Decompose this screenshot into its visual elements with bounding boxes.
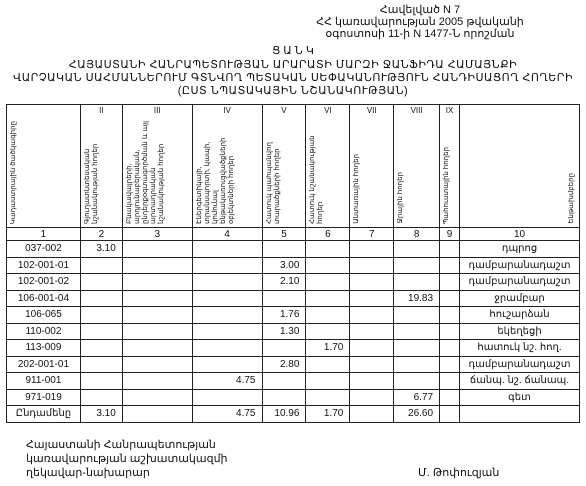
area-cell	[306, 290, 350, 307]
area-cell	[394, 323, 440, 340]
area-cell	[80, 274, 122, 291]
area-cell	[192, 307, 262, 324]
table-row	[7, 290, 580, 307]
area-cell	[394, 241, 440, 258]
area-cell	[192, 274, 262, 291]
cadastral-code-cell: 110-002	[7, 323, 81, 340]
area-cell	[192, 257, 262, 274]
annex-line-3: օգոստոսի 11-ի N 1477-Ն որոշման	[325, 28, 515, 40]
cadastral-code-cell: Ընդամենը	[7, 406, 81, 423]
roman-numeral-cell	[460, 105, 580, 116]
document-title-line-2: ՎԱՐՉԱԿԱՆ ՍԱՀՄԱՆՆԵՐՈՒՄ ԳՏՆՎՈՂ ՊԵՏԱԿԱՆ ՍԵՓԱԿԱՆՈՒԹՅՈՒՆ ՀԱՆԴԻՍԱՑՈՂ ՀՈՂԵՐԻ	[12, 72, 574, 84]
column-header-text: Պահուստային հողեր	[443, 146, 451, 224]
area-cell	[192, 323, 262, 340]
area-cell	[440, 290, 460, 307]
area-cell	[80, 257, 122, 274]
area-cell	[122, 373, 192, 390]
roman-numeral-cell: V	[262, 105, 306, 116]
area-cell: 26.60	[394, 406, 440, 423]
area-cell: 6.77	[394, 389, 440, 406]
column-header-cell	[394, 115, 440, 228]
area-cell: 10.96	[262, 406, 306, 423]
area-cell	[192, 389, 262, 406]
area-cell	[350, 389, 394, 406]
cadastral-code-cell: 102-001-02	[7, 274, 81, 291]
area-cell	[394, 356, 440, 373]
column-header-cell	[122, 115, 192, 228]
column-header-text: Բնակավայրերի, արդյունաբերական, ընդերքօգտագործման և այլ արտադրական նշանակության հողեր	[125, 120, 165, 224]
area-cell	[306, 307, 350, 324]
land-table	[6, 104, 580, 423]
area-cell: 3.00	[262, 257, 306, 274]
subgroup-name-cell	[460, 406, 580, 423]
column-number-row	[7, 228, 580, 241]
area-cell	[306, 274, 350, 291]
subgroup-name-cell: ճանպ. նշ. ճանապ.	[460, 373, 580, 390]
column-header-cell	[192, 115, 262, 228]
cadastral-code-cell: 971-019	[7, 389, 81, 406]
column-header-row	[7, 115, 580, 228]
area-cell: 19.83	[394, 290, 440, 307]
column-header-cell	[262, 115, 306, 228]
cadastral-code-cell: 106-065	[7, 307, 81, 324]
roman-numeral-cell: IV	[192, 105, 262, 116]
area-cell	[122, 257, 192, 274]
subgroup-name-cell: եկեղեցի	[460, 323, 580, 340]
roman-numeral-row	[7, 105, 580, 116]
column-number-cell: 2	[80, 228, 122, 241]
area-cell	[350, 373, 394, 390]
area-cell: 4.75	[192, 406, 262, 423]
area-cell	[306, 356, 350, 373]
area-cell	[122, 290, 192, 307]
area-cell	[350, 257, 394, 274]
cadastral-code-cell: 106-001-04	[7, 290, 81, 307]
area-cell	[80, 373, 122, 390]
area-cell	[394, 307, 440, 324]
table-row	[7, 274, 580, 291]
cadastral-code-cell: 113-009	[7, 340, 81, 357]
area-cell: 1.76	[262, 307, 306, 324]
area-cell	[122, 323, 192, 340]
roman-numeral-cell: III	[122, 105, 192, 116]
column-header-cell	[7, 115, 81, 228]
column-number-cell: 3	[122, 228, 192, 241]
area-cell	[80, 323, 122, 340]
column-header-text: Հատուկ նշանակության հողեր	[309, 135, 325, 224]
annex-block	[300, 4, 540, 40]
area-cell	[262, 373, 306, 390]
roman-numeral-cell: II	[80, 105, 122, 116]
table-row	[7, 257, 580, 274]
column-header-text: Էներգետիկայի, տրանսպորտի, կապի, կոմունալ ենթակառուցվածքների օբյեկտների հողեր	[195, 137, 235, 224]
document-title-line-1: ՀԱՅԱՍՏԱՆԻ ՀԱՆՐԱՊԵՏՈՒԹՅԱՆ ԱՐԱՐԱՏԻ ՄԱՐԶԻ ՋԱՆՖԻԴԱ ՀԱՄԱՅՆՔԻ	[68, 59, 518, 71]
area-cell	[440, 340, 460, 357]
area-cell	[192, 340, 262, 357]
area-cell	[440, 274, 460, 291]
area-cell	[80, 356, 122, 373]
area-cell	[122, 389, 192, 406]
area-cell	[306, 323, 350, 340]
area-cell	[440, 323, 460, 340]
area-cell	[394, 257, 440, 274]
column-number-cell: 5	[262, 228, 306, 241]
area-cell	[122, 356, 192, 373]
subgroup-name-cell: դամբարանադաշտ	[460, 257, 580, 274]
column-number-cell: 9	[440, 228, 460, 241]
column-header-cell	[306, 115, 350, 228]
area-cell	[440, 307, 460, 324]
area-cell: 3.10	[80, 406, 122, 423]
area-cell	[306, 373, 350, 390]
column-number-cell: 7	[350, 228, 394, 241]
area-cell	[440, 356, 460, 373]
subgroup-name-cell: դամբարանադաշտ	[460, 356, 580, 373]
roman-numeral-cell: IX	[440, 105, 460, 116]
subgroup-name-cell: ջրամբար	[460, 290, 580, 307]
area-cell	[350, 340, 394, 357]
area-cell	[122, 340, 192, 357]
annex-line-2: ՀՀ կառավարության 2005 թվականի	[316, 16, 524, 28]
area-cell	[192, 356, 262, 373]
column-header-text: Անտառային հողեր	[353, 154, 361, 224]
column-header-text: Ենթախմբերը	[568, 173, 575, 224]
column-header-text: Գյուղատնտեսական նշանակության հողեր	[83, 143, 99, 224]
column-header-cell	[440, 115, 460, 228]
signatory-name: Մ. Թոփուզյան	[418, 467, 500, 479]
annex-number: Հավելված N 7	[379, 4, 461, 16]
signature-block	[26, 438, 228, 480]
area-cell	[262, 340, 306, 357]
area-cell	[350, 356, 394, 373]
table-row	[7, 241, 580, 258]
table-row	[7, 356, 580, 373]
column-header-text: Ջրային հողեր	[397, 172, 405, 224]
area-cell	[440, 257, 460, 274]
area-cell	[350, 307, 394, 324]
area-cell: 1.70	[306, 406, 350, 423]
area-cell	[350, 274, 394, 291]
area-cell: 3.10	[80, 241, 122, 258]
column-header-cell	[350, 115, 394, 228]
table-row	[7, 389, 580, 406]
column-header-cell	[80, 115, 122, 228]
signature-line-1: Հայաստանի Հանրապետության	[26, 439, 216, 451]
area-cell	[122, 307, 192, 324]
area-cell	[80, 290, 122, 307]
area-cell	[262, 241, 306, 258]
area-cell	[350, 241, 394, 258]
area-cell	[122, 406, 192, 423]
area-cell	[394, 373, 440, 390]
roman-numeral-cell: VII	[350, 105, 394, 116]
area-cell	[394, 274, 440, 291]
subgroup-name-cell: դպրոց	[460, 241, 580, 258]
subgroup-name-cell: հուշարձան	[460, 307, 580, 324]
cadastral-code-cell: 202-001-01	[7, 356, 81, 373]
column-number-cell: 10	[460, 228, 580, 241]
area-cell: 2.10	[262, 274, 306, 291]
area-cell	[262, 389, 306, 406]
roman-numeral-cell: VIII	[394, 105, 440, 116]
table-row	[7, 323, 580, 340]
area-cell	[440, 241, 460, 258]
area-cell	[394, 340, 440, 357]
area-cell	[122, 274, 192, 291]
area-cell	[440, 406, 460, 423]
area-cell	[80, 307, 122, 324]
area-cell	[192, 290, 262, 307]
column-number-cell: 6	[306, 228, 350, 241]
cadastral-code-cell: 037-002	[7, 241, 81, 258]
roman-numeral-cell	[7, 105, 81, 116]
area-cell	[440, 373, 460, 390]
area-cell: 1.30	[262, 323, 306, 340]
table-row	[7, 340, 580, 357]
area-cell	[192, 241, 262, 258]
column-number-cell: 8	[394, 228, 440, 241]
area-cell	[350, 290, 394, 307]
document-title-word: Ց Ա Ն Կ	[272, 45, 314, 57]
table-row	[7, 373, 580, 390]
column-header-text: Հատուկ պահպանվող տարածքների հողեր	[265, 142, 281, 224]
table-row	[7, 307, 580, 324]
column-number-cell: 4	[192, 228, 262, 241]
subgroup-name-cell: հատուկ նշ. հող.	[460, 340, 580, 357]
area-cell	[350, 406, 394, 423]
area-cell	[306, 257, 350, 274]
area-cell	[122, 241, 192, 258]
area-cell	[80, 389, 122, 406]
area-cell	[306, 241, 350, 258]
area-cell	[440, 389, 460, 406]
roman-numeral-cell: VI	[306, 105, 350, 116]
area-cell	[350, 323, 394, 340]
signature-line-2: կառավարության աշխատակազմի	[26, 453, 228, 465]
signature-line-3: ղեկավար-նախարար	[26, 467, 150, 479]
area-cell: 1.70	[306, 340, 350, 357]
document-title-line-3: (ԸՍՏ ՆՊԱՏԱԿԱՅԻՆ ՆՇԱՆԱԿՈՒԹՅԱՆ)	[177, 85, 409, 97]
area-cell: 2.80	[262, 356, 306, 373]
area-cell	[80, 340, 122, 357]
column-number-cell: 1	[7, 228, 81, 241]
subgroup-name-cell: դամբարանադաշտ	[460, 274, 580, 291]
column-header-text: Կադաստրային ծածկագիրը	[10, 120, 17, 224]
cadastral-code-cell: 102-001-01	[7, 257, 81, 274]
column-header-cell	[460, 115, 580, 228]
area-cell: 4.75	[192, 373, 262, 390]
subgroup-name-cell: գետ	[460, 389, 580, 406]
cadastral-code-cell: 911-001	[7, 373, 81, 390]
area-cell	[262, 290, 306, 307]
total-row	[7, 406, 580, 423]
area-cell	[306, 389, 350, 406]
